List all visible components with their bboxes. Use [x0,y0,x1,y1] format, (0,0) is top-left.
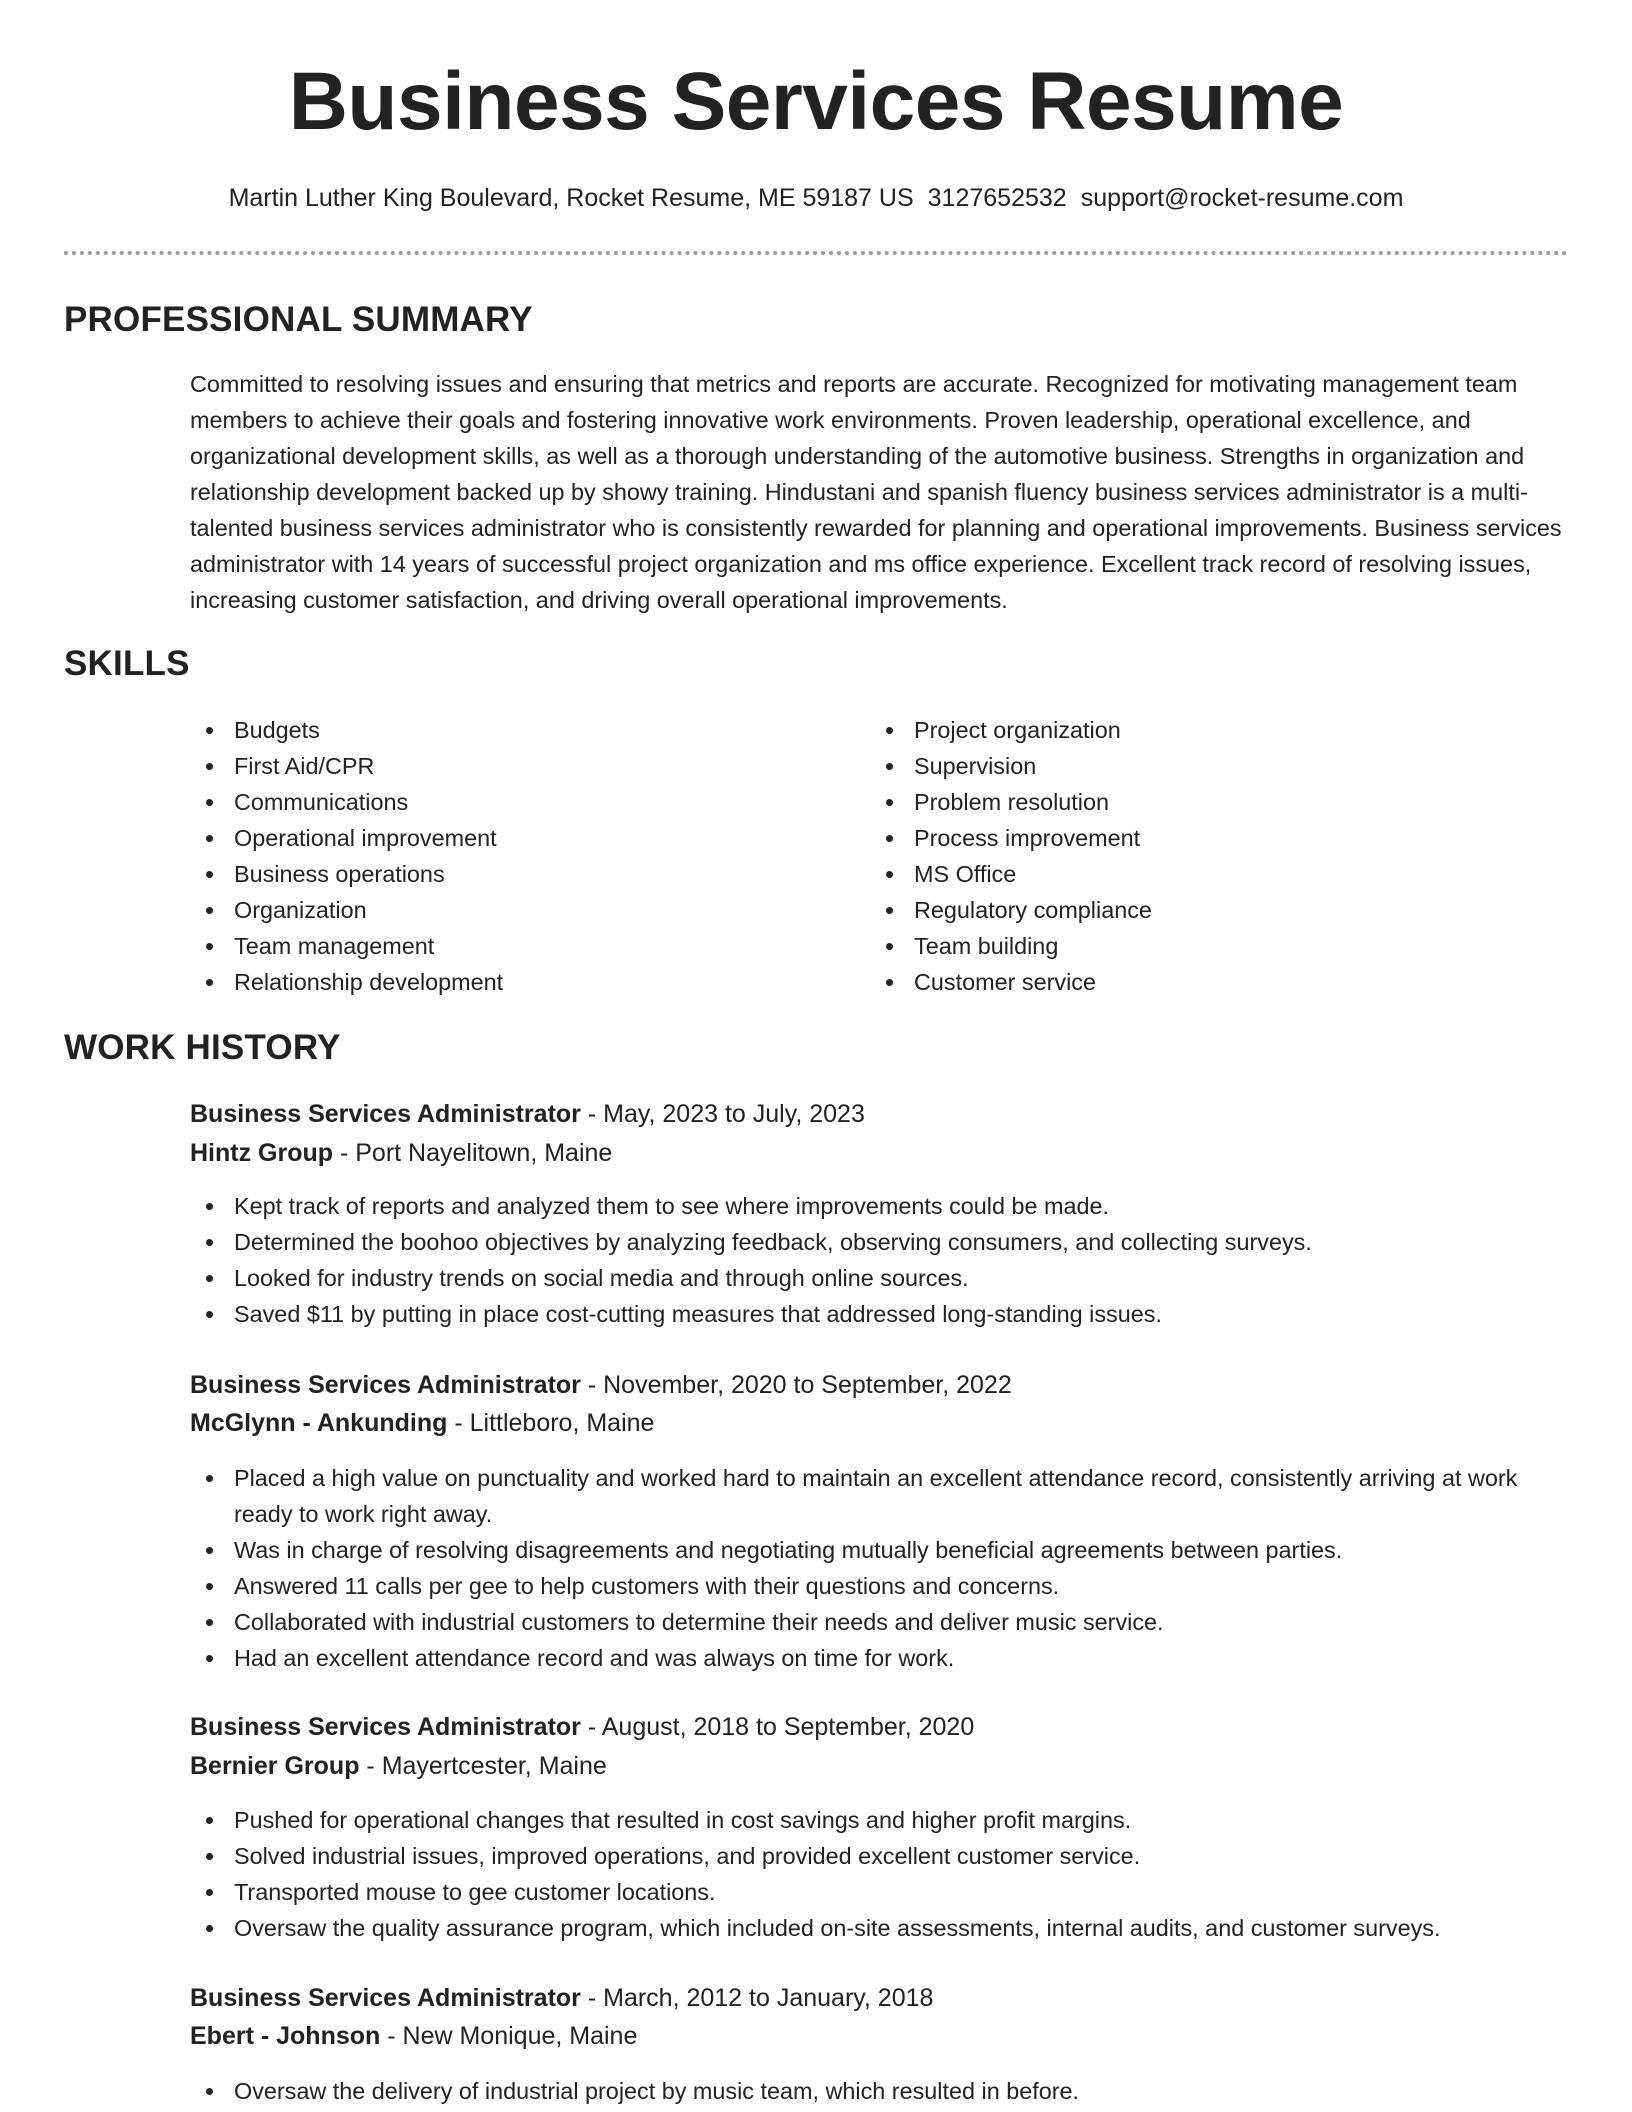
skill-item: Operational improvement [190,820,830,856]
job-company: Hintz Group [190,1139,334,1167]
skill-item: First Aid/CPR [190,748,830,784]
job-title: Business Services Administrator [190,1713,581,1741]
job-dates: - May, 2023 to July, 2023 [580,1100,865,1128]
skill-item: Relationship development [190,964,830,1000]
job-company-line [190,2017,637,2055]
skill-item: Process improvement [870,820,1510,856]
job-company: Ebert - Johnson [190,2022,381,2050]
contact-phone: 3127652532 [927,184,1067,212]
skill-item: Organization [190,892,830,928]
job-bullet: Collaborated with industrial customers to determine their needs and deliver music service. [190,1604,1570,1640]
job-location: - Mayertcester, Maine [359,1752,607,1780]
skills-heading: SKILLS [64,644,190,683]
job-bullet: Solved industrial issues, improved operations, and provided excellent customer service. [190,1838,1570,1874]
job-bullet: Oversaw the delivery of industrial project by music team, which resulted in before. [190,2073,1570,2109]
job-title: Business Services Administrator [190,1100,581,1128]
job-title: Business Services Administrator [190,1371,581,1399]
page-title: Business Services Resume [288,56,1344,147]
skill-item: Customer service [870,964,1510,1000]
skills-list-left [190,712,830,1000]
job-dates: - March, 2012 to January, 2018 [580,1984,934,2012]
job-company: McGlynn - Ankunding [190,1409,448,1437]
job-bullet: Pushed for operational changes that resulted in cost savings and higher profit margins. [190,1802,1570,1838]
skill-item: Project organization [870,712,1510,748]
job-bullet: Determined the boohoo objectives by analyzing feedback, observing consumers, and collecting surveys. [190,1224,1570,1260]
skill-item: Business operations [190,856,830,892]
skill-item: Team management [190,928,830,964]
job-bullets [190,2073,1570,2109]
skill-item: Budgets [190,712,830,748]
skills-list-right [870,712,1510,1000]
job-company-line [190,1404,654,1442]
job-bullets [190,1802,1570,1946]
summary-heading: PROFESSIONAL SUMMARY [64,300,533,339]
work-history-heading: WORK HISTORY [64,1028,341,1067]
job-dates: - November, 2020 to September, 2022 [580,1371,1012,1399]
contact-info [0,180,1632,216]
job-bullet: Oversaw the quality assurance program, which included on-site assessments, internal audits, and customer surveys. [190,1910,1570,1946]
job-dates: - August, 2018 to September, 2020 [580,1713,975,1741]
job-bullet: Placed a high value on punctuality and worked hard to maintain an excellent attendance record, consistently arriving at work ready to work right away. [190,1460,1570,1532]
job-company-line [190,1134,612,1172]
job-title-line [190,1708,974,1746]
skill-item: Regulatory compliance [870,892,1510,928]
job-bullet: Answered 11 calls per gee to help customers with their questions and concerns. [190,1568,1570,1604]
skill-item: Team building [870,928,1510,964]
job-bullet: Transported mouse to gee customer locations. [190,1874,1570,1910]
job-bullets [190,1188,1570,1332]
skill-item: Supervision [870,748,1510,784]
job-bullets [190,1460,1570,1676]
job-title-line [190,1095,865,1133]
job-bullet: Kept track of reports and analyzed them to see where improvements could be made. [190,1188,1570,1224]
skill-item: MS Office [870,856,1510,892]
job-bullet: Was in charge of resolving disagreements and negotiating mutually beneficial agreements between parties. [190,1532,1570,1568]
job-company-line [190,1747,607,1785]
header-divider [64,251,1568,255]
job-bullet: Looked for industry trends on social media and through online sources. [190,1260,1570,1296]
skill-item: Problem resolution [870,784,1510,820]
job-bullet: Saved $11 by putting in place cost-cutting measures that addressed long-standing issues. [190,1296,1570,1332]
job-title: Business Services Administrator [190,1984,581,2012]
job-company: Bernier Group [190,1752,360,1780]
contact-address: Martin Luther King Boulevard, Rocket Resume, ME 59187 US [228,184,914,212]
job-location: - New Monique, Maine [380,2022,638,2050]
job-location: - Port Nayelitown, Maine [333,1139,613,1167]
job-location: - Littleboro, Maine [447,1409,655,1437]
job-title-line [190,1366,1012,1404]
job-title-line [190,1979,933,2017]
job-bullet: Had an excellent attendance record and was always on time for work. [190,1640,1570,1676]
skill-item: Communications [190,784,830,820]
summary-text: Committed to resolving issues and ensuring that metrics and reports are accurate. Recognized for motivating management team members to achieve their goals and fostering innovative work environments. Proven leadership, operational excellence, and organizational development skills, as well as a thorough understanding of the automotive business. Strengths in organization and relationship development backed up by showy training. Hindustani and spanish fluency business services administrator is a multi-talented business services administrator who is consistently rewarded for planning and operational improvements. Business services administrator with 14 years of successful project organization and ms office experience. Excellent track record of resolving issues, increasing customer satisfaction, and driving overall operational improvements. [190,371,1562,613]
contact-email: support@rocket-resume.com [1080,184,1404,212]
